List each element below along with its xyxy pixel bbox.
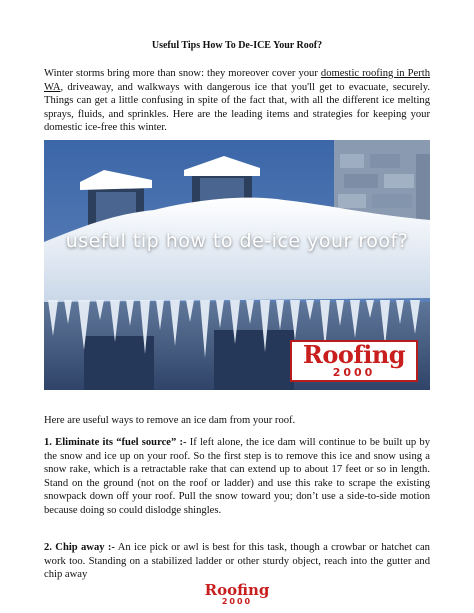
hero-banner-text: useful tip how to de-ice your roof? <box>65 230 409 252</box>
tip-2-heading: 2. Chip away :- <box>44 542 115 553</box>
page-title: Useful Tips How To De-ICE Your Roof? <box>151 40 323 51</box>
hero-image <box>44 140 430 390</box>
tip-2 <box>44 541 430 582</box>
intro-text-before: Winter storms bring more than snow: they moreover cover your <box>44 68 321 79</box>
logo-number: 2000 <box>332 366 376 379</box>
intro-paragraph <box>44 67 430 135</box>
tip-1-body: If left alone, the ice dam will continue to be built up by the snow and ice up on your roof. So the first step is to remove this ice and snow using a snow rake, which is a retractable rake that can extend up to about 17 feet or so in length. Stand on the ground (not on the roof or ladder) and use this rake to scrape the existing snowpack down off your roof. Pull the snow toward you; don’t use a side-to-side motion because doing so could dislodge shingles. <box>44 437 430 516</box>
tip-2-body: An ice pick or awl is best for this task, though a crowbar or hatchet can work too. Standing on a stabilized ladder or other sturdy object, reach into the gutter and chip away <box>44 542 430 581</box>
logo-wordmark: Roofing <box>302 340 406 369</box>
footer-logo <box>202 582 272 608</box>
domestic-roofing-link[interactable]: domestic roofing in Perth WA <box>44 68 430 93</box>
tip-1 <box>44 436 430 518</box>
ways-intro: Here are useful ways to remove an ice dam from your roof. <box>44 415 296 426</box>
roofing-2000-logo <box>290 340 418 382</box>
tip-1-heading: 1. Eliminate its “fuel source” :- <box>44 437 187 448</box>
footer-logo-wordmark: Roofing <box>204 581 270 599</box>
footer-logo-number: 2000 <box>221 597 253 606</box>
intro-text-after: , driveaway, and walkways with dangerous ice that you'll get to evacuate, securely. Things can get a little confusing in spite of the fact that, with all the different ice melting sprays, fluids, and sprinkles. Here are the leading items and strategies for keeping your domestic ice-free this winter. <box>44 81 430 134</box>
